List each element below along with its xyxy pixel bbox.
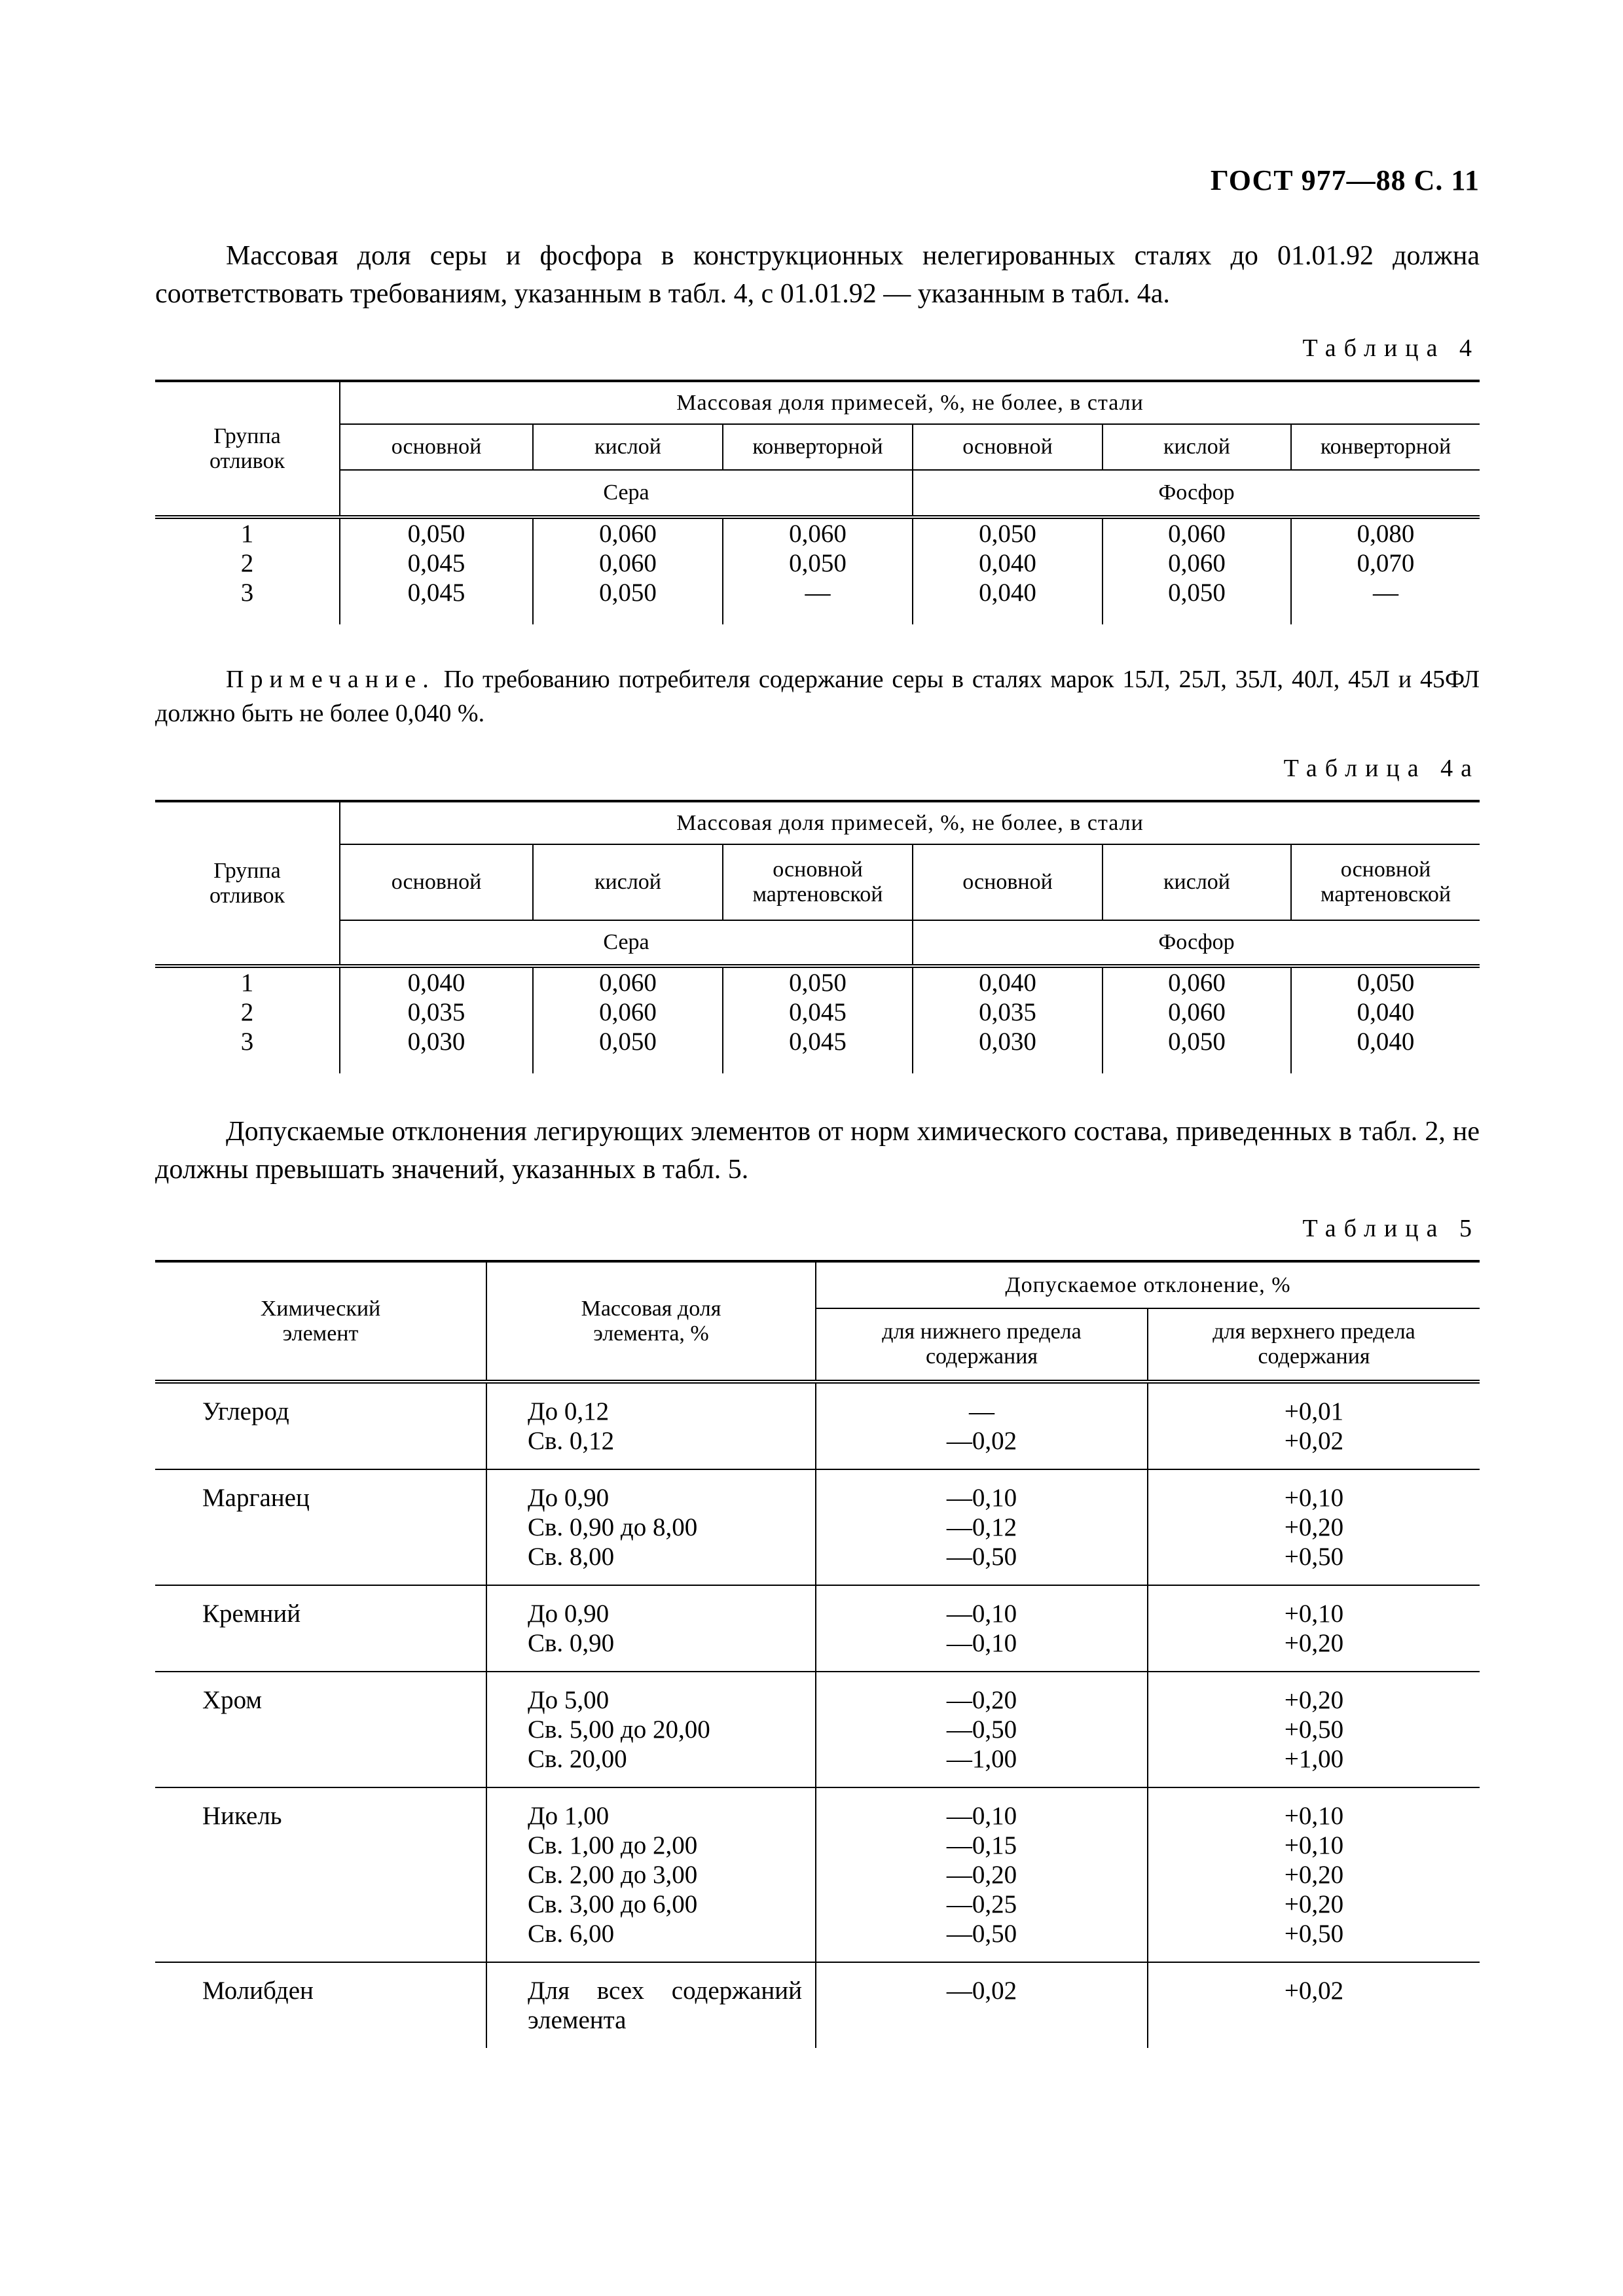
col-header: основной	[913, 844, 1103, 920]
sulfur-header: Сера	[340, 470, 913, 517]
col-header: кислой	[1103, 844, 1291, 920]
col-header: основной	[340, 844, 533, 920]
value-column: 0,050 0,040 0,040	[1291, 966, 1480, 1073]
upper-cell: +0,20 +0,50 +1,00	[1148, 1672, 1480, 1787]
upper-cell: +0,01 +0,02	[1148, 1382, 1480, 1469]
mass-cell: До 0,12 Св. 0,12	[486, 1382, 816, 1469]
impurity-header: Массовая доля примесей, %, не более, в стали	[340, 381, 1480, 424]
col-header: основной мартеновской	[1291, 844, 1480, 920]
value-column: 0,040 0,035 0,030	[340, 966, 533, 1073]
table-5	[155, 1260, 1480, 2048]
page-header: ГОСТ 977—88 С. 11	[1210, 164, 1480, 196]
upper-cell: +0,10 +0,20 +0,50	[1148, 1469, 1480, 1585]
table-row	[155, 1382, 1480, 1469]
lower-cell: —0,10 —0,15 —0,20 —0,25 —0,50	[816, 1787, 1148, 1962]
upper-limit-header: для верхнего предела содержания	[1148, 1308, 1480, 1382]
mass-cell: До 0,90 Св. 0,90 до 8,00 Св. 8,00	[486, 1469, 816, 1585]
col-header: основной	[913, 424, 1103, 470]
table-row	[155, 1672, 1480, 1787]
note-text: По требованию потребителя содержание серы в сталях марок 15Л, 25Л, 35Л, 40Л, 45Л и 45ФЛ должно быть не более 0,040 %.	[155, 666, 1480, 727]
lower-cell: —0,02	[816, 1962, 1148, 2048]
table-row	[155, 1787, 1480, 1962]
upper-cell: +0,10 +0,10 +0,20 +0,20 +0,50	[1148, 1787, 1480, 1962]
note	[155, 662, 1480, 730]
table4a-label: Таблица 4а	[1283, 755, 1480, 782]
table-row	[155, 1585, 1480, 1672]
table-row	[155, 1962, 1480, 2048]
value-column: 0,050 0,040 0,040	[913, 517, 1103, 624]
lower-limit-header: для нижнего предела содержания	[816, 1308, 1148, 1382]
mass-header: Массовая доля элемента, %	[486, 1261, 816, 1382]
value-column: 0,060 0,060 0,050	[533, 966, 723, 1073]
group-header: Группа отливок	[155, 801, 340, 966]
group-column: 1 2 3	[240, 969, 254, 1056]
element-name: Углерод	[155, 1382, 486, 1469]
paragraph-deviations: Допускаемые отклонения легирующих элементов от норм химического состава, приведенных в табл. 2, не должны превышать значений, указанных в табл. 5.	[155, 1117, 1480, 1185]
table-4	[155, 380, 1480, 624]
value-column: 0,060 0,060 0,050	[1103, 966, 1291, 1073]
mass-cell: До 5,00 Св. 5,00 до 20,00 Св. 20,00	[486, 1672, 816, 1787]
col-header: кислой	[533, 844, 723, 920]
lower-cell: —0,20 —0,50 —1,00	[816, 1672, 1148, 1787]
table4-label: Таблица 4	[1302, 334, 1480, 362]
table5-label: Таблица 5	[1302, 1215, 1480, 1242]
value-column: 0,060 0,060 0,050	[533, 517, 723, 624]
value-column: 0,060 0,060 0,050	[1103, 517, 1291, 624]
value-column: 0,050 0,045 0,045	[340, 517, 533, 624]
element-header: Химический элемент	[155, 1261, 486, 1382]
lower-cell: —0,10 —0,10	[816, 1585, 1148, 1672]
element-name: Кремний	[155, 1585, 486, 1672]
value-column: 0,080 0,070 —	[1291, 517, 1480, 624]
table-row	[155, 1469, 1480, 1585]
impurity-header: Массовая доля примесей, %, не более, в стали	[340, 801, 1480, 844]
col-header: кислой	[1103, 424, 1291, 470]
col-header: конверторной	[723, 424, 913, 470]
sulfur-header: Сера	[340, 920, 913, 966]
note-label: Примечание.	[226, 666, 435, 693]
col-header: основной	[340, 424, 533, 470]
col-header: основной мартеновской	[723, 844, 913, 920]
mass-cell: До 1,00 Св. 1,00 до 2,00 Св. 2,00 до 3,00 Св. 3,00 до 6,00 Св. 6,00	[486, 1787, 816, 1962]
lower-cell: — —0,02	[816, 1382, 1148, 1469]
mass-cell: Для всех содержаний элемента	[486, 1962, 816, 2048]
deviation-header: Допускаемое отклонение, %	[816, 1261, 1480, 1308]
group-column: 1 2 3	[240, 520, 254, 607]
phosphorus-header: Фосфор	[913, 920, 1480, 966]
col-header: кислой	[533, 424, 723, 470]
paragraph-sulfur-phosphorus: Массовая доля серы и фосфора в конструкционных нелегированных сталях до 01.01.92 должна соответствовать требованиям, указанным в табл. 4, с 01.01.92 — указанным в табл. 4а.	[155, 241, 1480, 309]
group-header: Группа отливок	[155, 381, 340, 517]
element-name: Молибден	[202, 1977, 314, 2005]
phosphorus-header: Фосфор	[913, 470, 1480, 517]
value-column: 0,060 0,050 —	[723, 517, 913, 624]
value-column: 0,050 0,045 0,045	[723, 966, 913, 1073]
col-header: конверторной	[1291, 424, 1480, 470]
table-4a	[155, 800, 1480, 1073]
upper-cell: +0,10 +0,20	[1148, 1585, 1480, 1672]
lower-cell: —0,10 —0,12 —0,50	[816, 1469, 1148, 1585]
element-name: Никель	[155, 1787, 486, 1962]
upper-cell: +0,02	[1148, 1962, 1480, 2048]
mass-cell: До 0,90 Св. 0,90	[486, 1585, 816, 1672]
element-name: Хром	[155, 1672, 486, 1787]
element-name: Марганец	[155, 1469, 486, 1585]
value-column: 0,040 0,035 0,030	[913, 966, 1103, 1073]
